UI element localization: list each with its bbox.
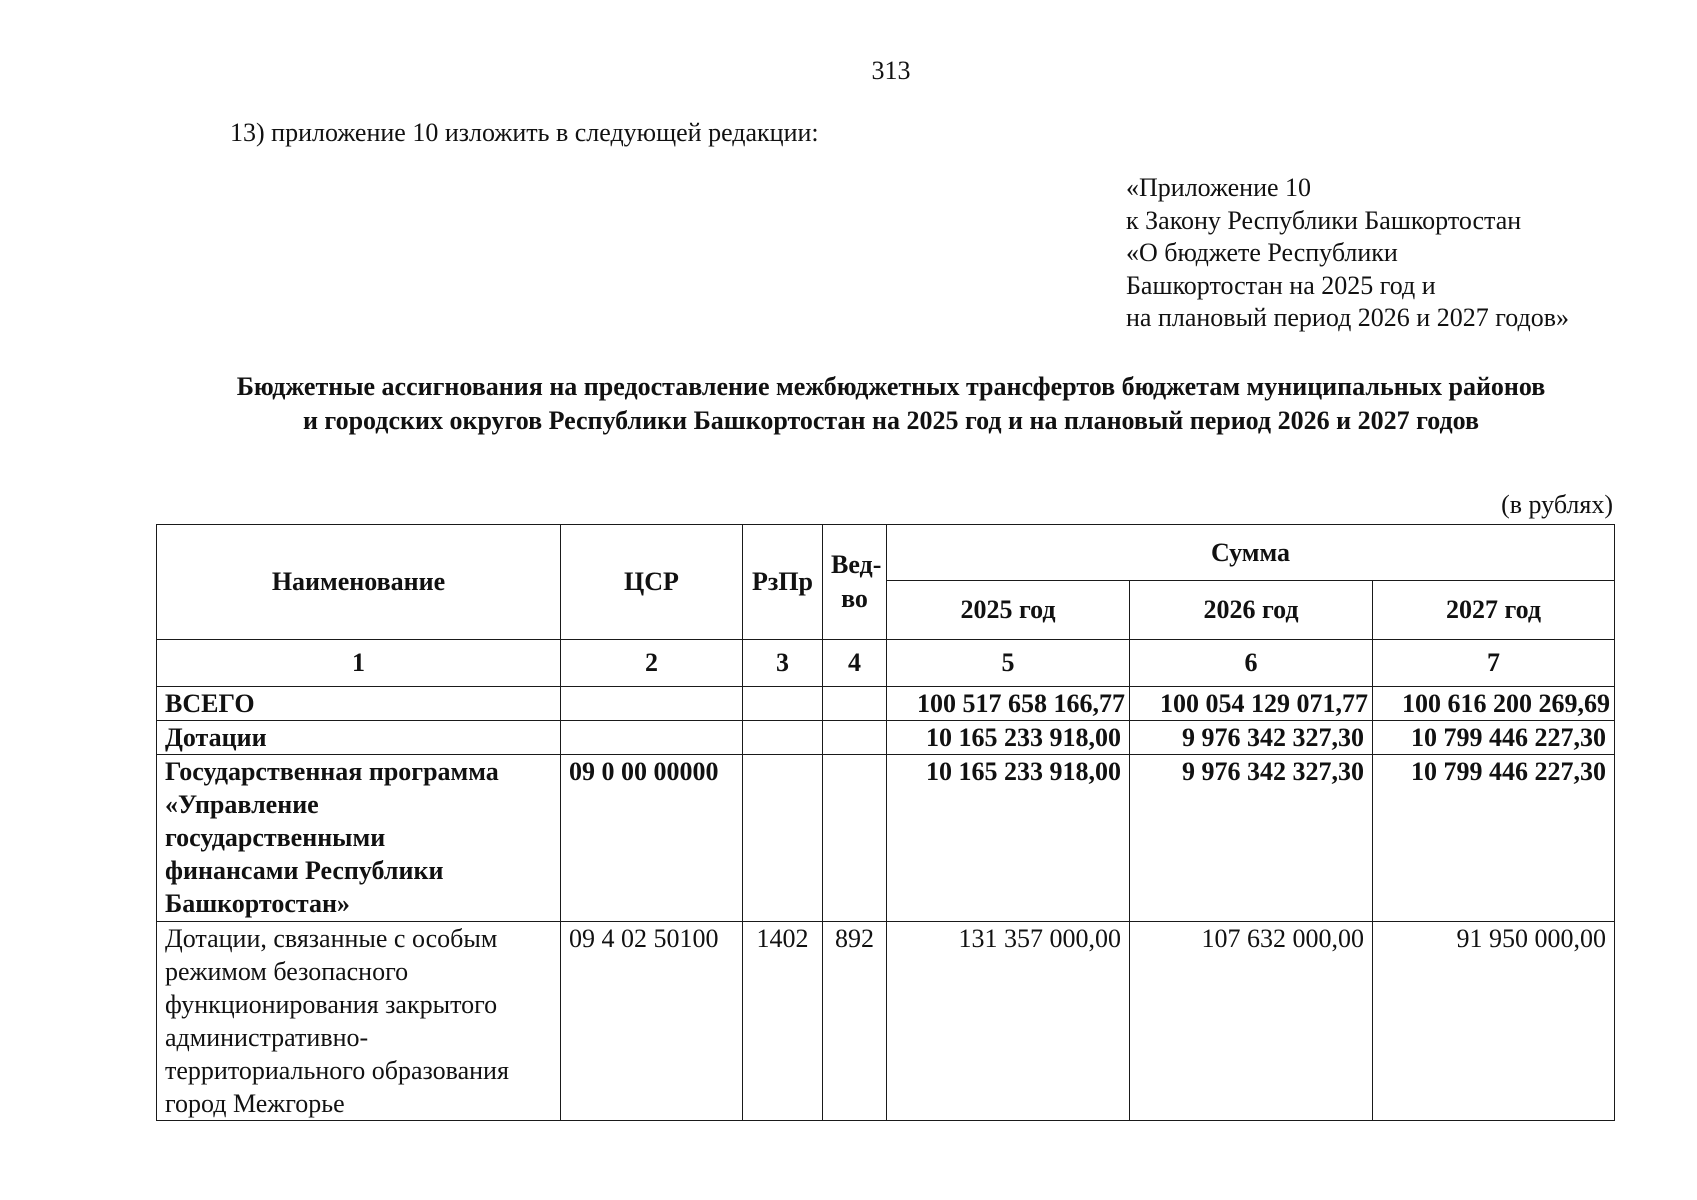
- row-name-line: функционирования закрытого: [165, 990, 498, 1019]
- document-title: [0, 370, 1697, 438]
- row-amount-2025: 100 517 658 166,77: [887, 687, 1130, 721]
- header-ved-line1: Вед-: [831, 550, 882, 579]
- row-amount-2026: 9 976 342 327,30: [1130, 755, 1373, 922]
- row-name-line: финансами Республики: [165, 856, 444, 885]
- column-number: 6: [1130, 640, 1373, 687]
- appendix-header: [1126, 172, 1569, 335]
- row-name: ВСЕГО: [157, 687, 561, 721]
- row-rzpr: 1402: [743, 922, 823, 1121]
- header-ved-line2: во: [841, 584, 868, 613]
- units-note: (в рублях): [1501, 490, 1613, 519]
- row-name: [157, 755, 561, 922]
- appendix-header-line: «О бюджете Республики: [1126, 238, 1398, 267]
- appendix-header-line: Башкортостан на 2025 год и: [1126, 270, 1436, 300]
- row-name: [157, 922, 561, 1121]
- row-name-line: «Управление: [165, 790, 319, 819]
- row-csr: 09 4 02 50100: [561, 922, 743, 1121]
- header-summa: Сумма: [887, 525, 1615, 581]
- row-amount-2027: 100 616 200 269,69: [1373, 687, 1615, 721]
- appendix-header-line: «Приложение 10: [1126, 173, 1312, 202]
- column-number: 7: [1373, 640, 1615, 687]
- row-ved: 892: [823, 922, 887, 1121]
- budget-table: [156, 524, 1615, 1121]
- row-amount-2025: 10 165 233 918,00: [887, 721, 1130, 755]
- header-csr: ЦСР: [561, 525, 743, 640]
- row-amount-2027: 10 799 446 227,30: [1373, 755, 1615, 922]
- row-ved: [823, 755, 887, 922]
- table-row-state-program: [157, 755, 1615, 922]
- row-name: Дотации: [157, 721, 561, 755]
- document-title-line: и городских округов Республики Башкортостан на 2025 год и на плановый период 2026 и 2027 годов: [302, 406, 1480, 435]
- column-number: 5: [887, 640, 1130, 687]
- row-name-line: режимом безопасного: [165, 957, 409, 986]
- header-year-2027: 2027 год: [1373, 581, 1615, 640]
- row-name-line: территориального образования: [165, 1056, 509, 1085]
- header-name: Наименование: [157, 525, 561, 640]
- header-ved: [823, 525, 887, 640]
- row-name-line: город Межгорье: [165, 1089, 345, 1118]
- column-number: 3: [743, 640, 823, 687]
- row-name-line: Государственная программа: [165, 757, 499, 786]
- table-row-mezhgorye-subsidy: [157, 922, 1615, 1121]
- header-year-2026: 2026 год: [1130, 581, 1373, 640]
- header-rzpr: РзПр: [743, 525, 823, 640]
- row-ved: [823, 721, 887, 755]
- document-title-line: Бюджетные ассигнования на предоставление межбюджетных трансфертов бюджетам муниципальных районов: [236, 372, 1546, 401]
- row-csr: [561, 687, 743, 721]
- table-row-subsidies: [157, 721, 1615, 755]
- amendment-instruction: 13) приложение 10 изложить в следующей редакции:: [230, 118, 819, 147]
- row-amount-2027: 10 799 446 227,30: [1373, 721, 1615, 755]
- header-year-2025: 2025 год: [887, 581, 1130, 640]
- row-amount-2025: 10 165 233 918,00: [887, 755, 1130, 922]
- column-number-row: [157, 640, 1615, 687]
- row-rzpr: [743, 687, 823, 721]
- appendix-header-line: к Закону Республики Башкортостан: [1126, 205, 1522, 235]
- page-number: 313: [871, 56, 911, 85]
- row-name-line: Дотации, связанные с особым: [165, 924, 498, 953]
- appendix-header-line: на плановый период 2026 и 2027 годов»: [1126, 303, 1569, 332]
- row-name-line: Башкортостан»: [165, 889, 350, 918]
- row-csr: [561, 721, 743, 755]
- column-number: 1: [157, 640, 561, 687]
- table-header-row: [157, 525, 1615, 581]
- row-amount-2026: 9 976 342 327,30: [1130, 721, 1373, 755]
- row-amount-2027: 91 950 000,00: [1373, 922, 1615, 1121]
- row-csr: 09 0 00 00000: [561, 755, 743, 922]
- row-amount-2025: 131 357 000,00: [887, 922, 1130, 1121]
- row-amount-2026: 100 054 129 071,77: [1130, 687, 1373, 721]
- column-number: 4: [823, 640, 887, 687]
- column-number: 2: [561, 640, 743, 687]
- row-rzpr: [743, 755, 823, 922]
- row-name-line: административно-: [165, 1023, 369, 1052]
- row-ved: [823, 687, 887, 721]
- row-name-line: государственными: [165, 823, 386, 852]
- row-amount-2026: 107 632 000,00: [1130, 922, 1373, 1121]
- row-rzpr: [743, 721, 823, 755]
- table-row-total: [157, 687, 1615, 721]
